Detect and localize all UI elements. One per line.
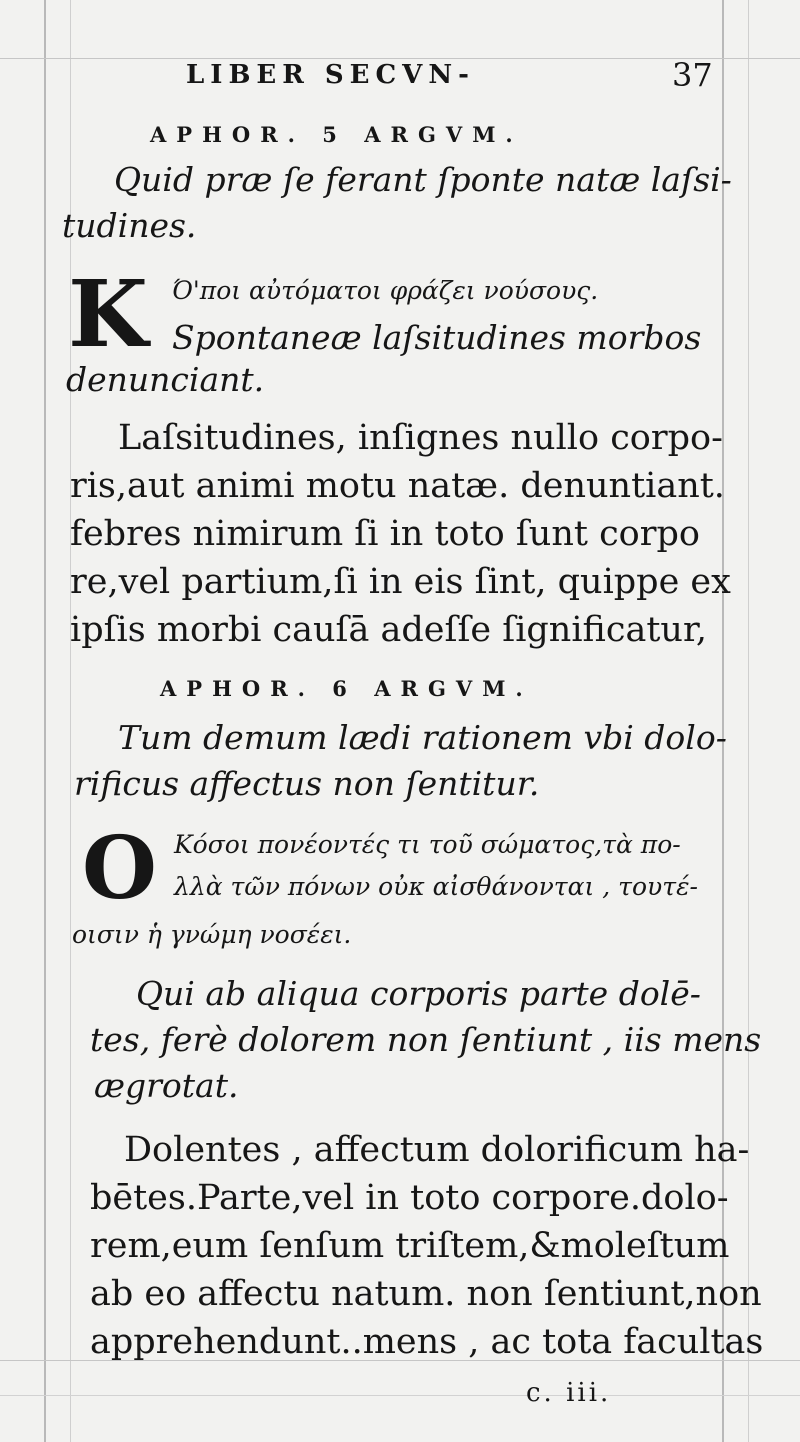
aphorism-6-commentary-line-2: bētes.Parte,vel in toto corpore.dolo- [90, 1178, 729, 1218]
aphorism-5-commentary-line-5: ipſis morbi cauſā adeſſe ſignificatur, [70, 610, 707, 650]
aphorism-5-argument-line-1: Quid præ ſe ferant ſponte natæ laſsi- [114, 160, 732, 199]
aphorism-5-commentary-line-4: re,vel partium,ſi in eis ſint, quippe ex [70, 562, 731, 602]
aphorism-6-heading: APHOR. 6 ARGVM. [160, 676, 533, 701]
aphorism-5-commentary-line-1: Laſsitudines, inſignes nullo corpo- [118, 418, 723, 458]
aphorism-6-commentary-line-5: apprehendunt..mens , ac tota facultas [90, 1322, 764, 1362]
aphorism-5-commentary-line-3: febres nimirum ſi in toto ſunt corpo [70, 514, 700, 554]
aphorism-6-greek-line-2: λλὰ τῶν πόνων οὐκ αἰσθάνονται , τουτέ- [174, 872, 698, 901]
aphorism-6-latin-line-3: ægrotat. [94, 1066, 239, 1105]
aphorism-5-commentary-line-2: ris,aut animi motu natæ. denuntiant. [70, 466, 725, 506]
margin-rule-right-outer [748, 0, 749, 1442]
drop-cap-o: O [82, 818, 157, 919]
aphorism-5-latin-line-2: denunciant. [66, 360, 265, 399]
running-title: LIBER SECVN- [186, 60, 475, 90]
aphorism-6-argument-line-1: Tum demum lædi rationem vbi dolo- [118, 718, 727, 757]
aphorism-6-greek-line-3: οισιν ἡ γνώμη νοσέει. [72, 920, 352, 949]
drop-cap-k: K [68, 260, 148, 368]
aphorism-6-commentary-line-1: Dolentes , affectum dolorificum ha- [124, 1130, 750, 1170]
aphorism-6-latin-line-1: Qui ab aliqua corporis parte dolē- [136, 974, 701, 1013]
folio-number: 37 [672, 56, 713, 94]
aphorism-5-heading: APHOR. 5 ARGVM. [150, 122, 523, 147]
aphorism-5-greek-text: Ό'ποι αὐτόματοι φράζει νούσους. [172, 276, 599, 305]
aphorism-5-latin-line-1: Spontaneæ laſsitudines morbos [172, 318, 702, 357]
footer-rule-lower [0, 1395, 800, 1396]
aphorism-6-commentary-line-3: rem,eum ſenſum triſtem,&moleſtum [90, 1226, 730, 1266]
margin-rule-left [44, 0, 46, 1442]
aphorism-5-argument-line-2: tudines. [62, 206, 197, 245]
aphorism-6-greek-line-1: Κόσοι πονέοντές τι τοῦ σώματος,τὰ πο- [174, 830, 681, 859]
aphorism-6-latin-line-2: tes, ferè dolorem non ſentiunt , iis mens [90, 1020, 762, 1059]
signature-mark: c. iii. [526, 1378, 612, 1408]
aphorism-6-commentary-line-4: ab eo affectu natum. non ſentiunt,non [90, 1274, 762, 1314]
aphorism-6-argument-line-2: rificus affectus non ſentitur. [74, 764, 540, 803]
